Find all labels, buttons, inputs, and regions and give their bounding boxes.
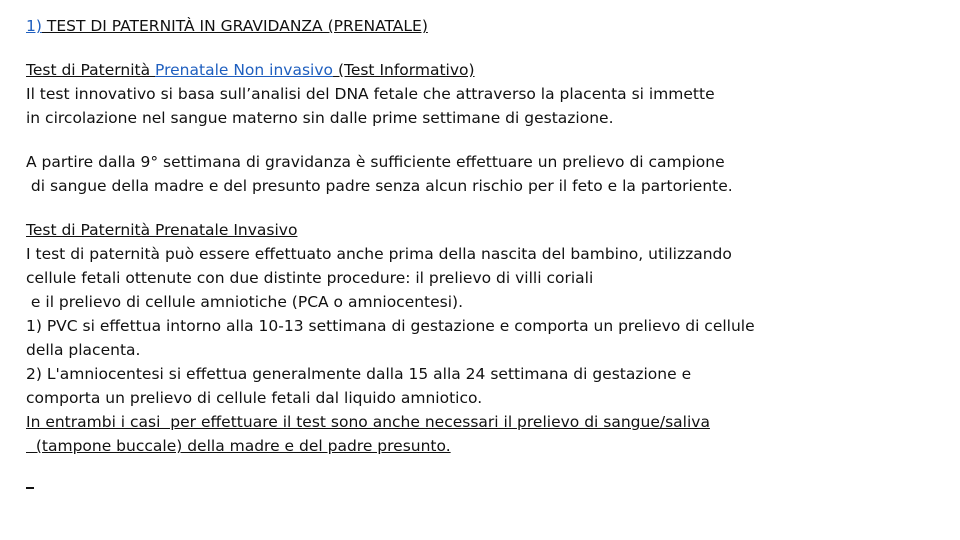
- section2-line: di sangue della madre e del presunto padre senza alcun rischio per il feto e la partoriente.: [26, 177, 733, 195]
- section1-title: [26, 58, 936, 82]
- heading-number: 1): [26, 17, 42, 35]
- section3-line: cellule fetali ottenute con due distinte procedure: il prelievo di villi coriali: [26, 269, 594, 287]
- heading-title: TEST DI PATERNITÀ IN GRAVIDANZA (PRENATALE): [41, 17, 428, 35]
- section3-line: I test di paternità può essere effettuato anche prima della nascita del bambino, utilizzando: [26, 245, 732, 263]
- text-cursor: [26, 487, 34, 489]
- section2-line: A partire dalla 9° settimana di gravidanza è sufficiente effettuare un prelievo di campione: [26, 153, 725, 171]
- section3-underlined-line: (tampone buccale) della madre e del padre presunto.: [26, 437, 451, 455]
- spacer: [26, 130, 936, 150]
- spacer: [26, 38, 936, 58]
- section1-line: Il test innovativo si basa sull’analisi del DNA fetale che attraverso la placenta si immette: [26, 85, 715, 103]
- heading: [26, 14, 936, 38]
- spacer: [26, 198, 936, 218]
- slide-content: [26, 14, 936, 458]
- section3-line: 2) L'amniocentesi si effettua generalmente dalla 15 alla 24 settimana di gestazione e: [26, 365, 692, 383]
- section1-title-c: (Test Informativo): [333, 61, 475, 79]
- section3-line: comporta un prelievo di cellule fetali dal liquido amniotico.: [26, 389, 483, 407]
- section3-title: Test di Paternità Prenatale Invasivo: [26, 221, 298, 239]
- section3-line: e il prelievo di cellule amniotiche (PCA o amniocentesi).: [26, 293, 464, 311]
- section1-title-a: Test di Paternità: [26, 61, 156, 79]
- section3-underlined-line: In entrambi i casi per effettuare il test sono anche necessari il prelievo di sangue/saliva: [26, 413, 710, 431]
- section1-line: in circolazione nel sangue materno sin dalle prime settimane di gestazione.: [26, 109, 614, 127]
- section3-line: della placenta.: [26, 341, 141, 359]
- section1-title-b: Prenatale Non invasivo: [155, 61, 334, 79]
- section3-line: 1) PVC si effettua intorno alla 10-13 settimana di gestazione e comporta un prelievo di cellule: [26, 317, 755, 335]
